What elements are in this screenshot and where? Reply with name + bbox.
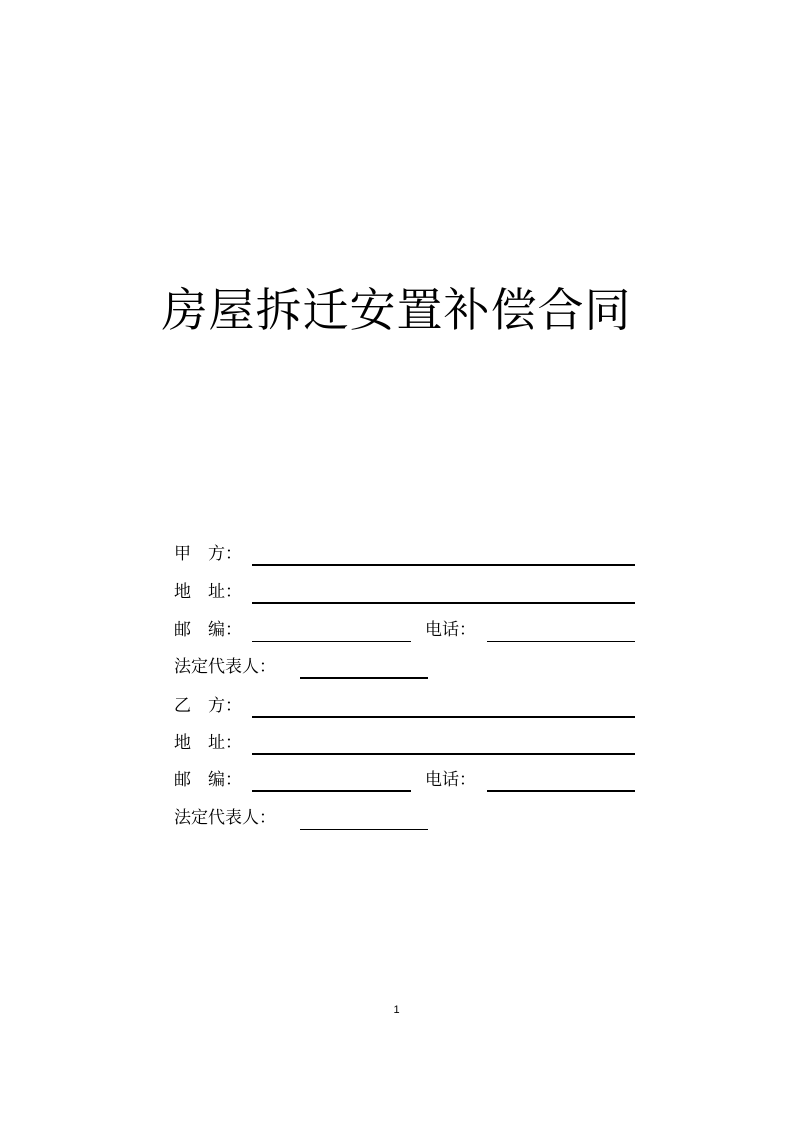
party-a-phone-label: 电话： bbox=[425, 620, 476, 640]
party-a-legal-rep-row bbox=[174, 655, 428, 679]
party-a-phone-field[interactable] bbox=[487, 624, 635, 642]
party-a-name-field[interactable] bbox=[252, 547, 635, 566]
party-a-postcode-field[interactable] bbox=[252, 624, 411, 642]
party-b-name-label: 乙 方： bbox=[174, 696, 242, 716]
party-a-name-row bbox=[174, 542, 635, 566]
party-a-legal-rep-label: 法定代表人： bbox=[174, 657, 276, 677]
party-a-contact-row bbox=[174, 618, 635, 642]
party-a-address-label: 地 址： bbox=[174, 582, 242, 602]
party-a-postcode-label: 邮 编： bbox=[174, 620, 242, 640]
party-a-legal-rep-field[interactable] bbox=[300, 660, 428, 679]
party-b-postcode-field[interactable] bbox=[252, 773, 411, 792]
party-b-address-field[interactable] bbox=[252, 736, 635, 755]
party-b-legal-rep-row bbox=[174, 806, 428, 830]
party-b-name-field[interactable] bbox=[252, 699, 635, 718]
party-b-phone-label: 电话： bbox=[425, 770, 476, 790]
party-b-contact-row bbox=[174, 768, 635, 792]
page-number: 1 bbox=[393, 1004, 400, 1016]
party-b-name-row bbox=[174, 694, 635, 718]
party-b-address-row bbox=[174, 731, 635, 755]
party-b-postcode-label: 邮 编： bbox=[174, 770, 242, 790]
party-b-phone-field[interactable] bbox=[487, 773, 635, 792]
party-a-address-field[interactable] bbox=[252, 585, 635, 604]
party-b-legal-rep-label: 法定代表人： bbox=[174, 808, 276, 828]
party-b-legal-rep-field[interactable] bbox=[300, 812, 428, 830]
party-a-address-row bbox=[174, 580, 635, 604]
party-a-name-label: 甲 方： bbox=[174, 544, 242, 564]
party-b-address-label: 地 址： bbox=[174, 733, 242, 753]
document-title: 房屋拆迁安置补偿合同 bbox=[161, 283, 632, 337]
